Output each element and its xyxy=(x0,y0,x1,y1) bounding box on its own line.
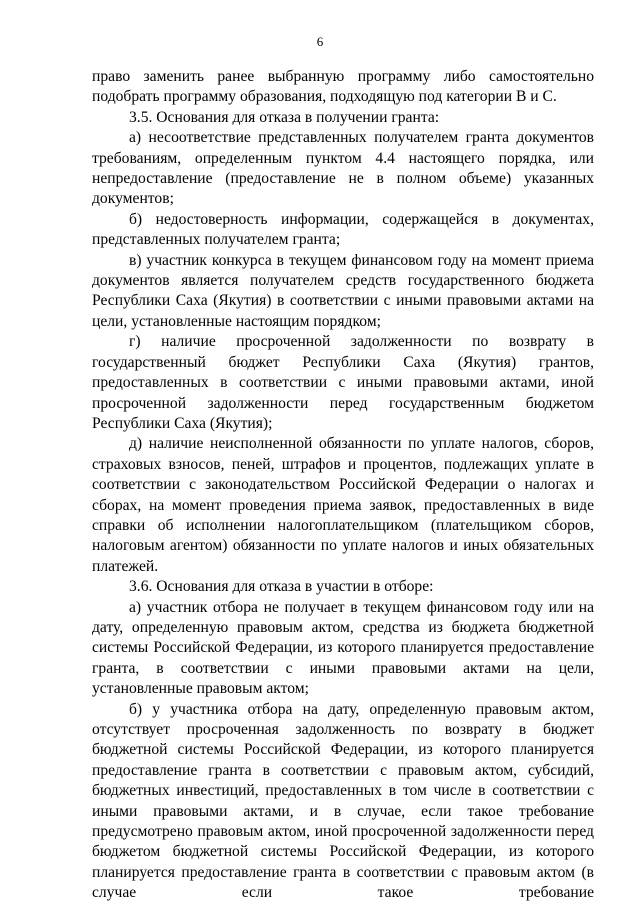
paragraph-continuation: право заменить ранее выбранную программу либо самостоятельно подобрать программу образования, подходящую под категории В и С. xyxy=(92,68,594,106)
list-item-3-5-d: д) наличие неисполненной обязанности по уплате налогов, сборов, страховых взносов, пеней, штрафов и процентов, подлежащих уплате в соответствии с законодательством Российской Федерации о налогах и сборах, на момент проведения приема заявок, предоставленных в виде справки об исполнении налогоплательщиком (плательщиком сборов, налоговым агентом) обязанности по уплате налогов и иных обязательных платежей. xyxy=(92,435,594,575)
section-heading-3-6: 3.6. Основания для отказа в участии в отборе: xyxy=(129,578,434,596)
list-item-3-5-a: а) несоответствие представленных получателем гранта документов требованиям, определенным пунктом 4.4 настоящего порядка, или непредоставление (предоставление не в полном объеме) указанных документов; xyxy=(92,129,594,208)
section-heading-3-5: 3.5. Основания для отказа в получении гранта: xyxy=(129,108,440,126)
list-item-3-5-b: б) недостоверность информации, содержащейся в документах, представленных получателем гранта; xyxy=(92,210,594,249)
list-item-3-5-g: г) наличие просроченной задолженности по возврату в государственный бюджет Республики Саха (Якутия) грантов, предоставленных в соответствии с иными правовыми актами, иной просроченной задолженности перед государственным бюджетом Республики Саха (Якутия); xyxy=(92,333,594,432)
list-item-3-6-b: б) у участника отбора на дату, определенную правовым актом, отсутствует просроченная задолженность по возврату в бюджет бюджетной системы Российской Федерации, из которого планируется предоставление гранта в соответствии с правовым актом, субсидий, бюджетных инвестиций, предоставленных в том числе в соответствии с иными правовыми актами, и в случае, если такое требование предусмотрено правовым актом, иной просроченной задолженности перед бюджетом бюджетной системы Российской Федерации, из которого планируется предоставление гранта в соответствии с правовым актом (в случае если такое требование xyxy=(92,700,594,902)
list-item-3-6-a: а) участник отбора не получает в текущем финансовом году или на дату, определенную правовым актом, средства из бюджета бюджетной системы Российской Федерации, из которого планируется предоставление гранта, в соответствии с иными правовыми актами на цели, установленные правовым актом; xyxy=(92,598,594,698)
document-body xyxy=(92,67,594,904)
list-item-3-5-v: в) участник конкурса в текущем финансовом году на момент приема документов является получателем средств государственного бюджета Республики Саха (Якутия) в соответствии с иными правовыми актами на цели, установленные настоящим порядком; xyxy=(92,251,594,330)
page-number: 6 xyxy=(316,34,324,49)
